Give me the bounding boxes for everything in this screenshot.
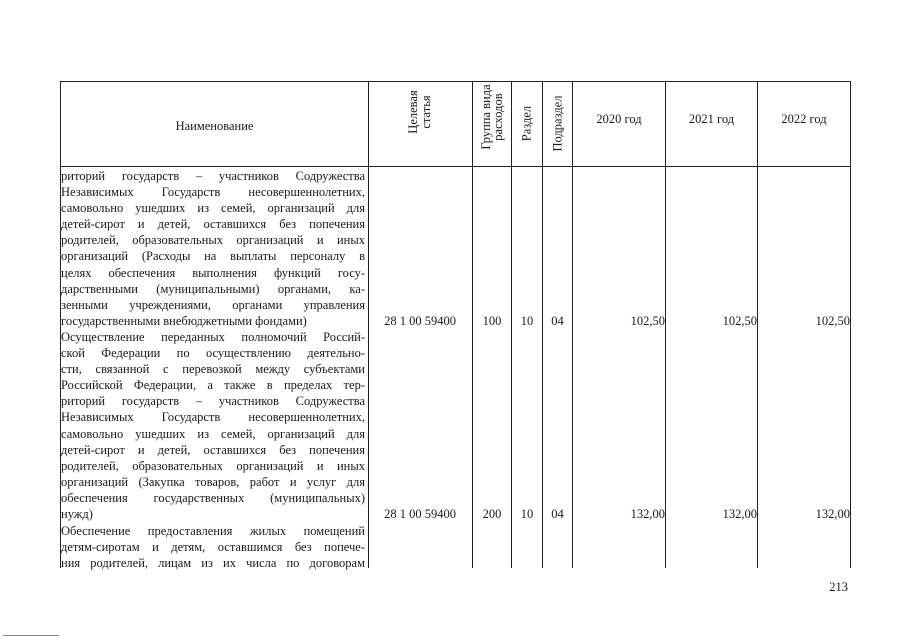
row-1-subsection: 04: [551, 314, 564, 328]
header-2022: 2022 год: [781, 112, 827, 126]
row-2-line: сти, связанной с перевозкой между субъектами: [61, 362, 365, 377]
row-2-target-article: 28 1 00 59400: [384, 507, 456, 521]
header-target-article: Целевая статья: [406, 90, 433, 134]
header-section: Раздел: [519, 105, 534, 142]
col-border-2020: [665, 81, 666, 568]
header-2020: 2020 год: [596, 112, 642, 126]
col-border-2021: [757, 81, 758, 568]
col-border-name: [368, 81, 369, 568]
row-1-section: 10: [520, 314, 534, 328]
row-2-subsection: 04: [551, 507, 564, 521]
row-1-line: родителей, образовательных организаций и иных: [61, 233, 365, 248]
row-3-line: детям-сиротам и детям, оставшимся без попече-: [61, 540, 365, 555]
header-2021: 2021 год: [688, 112, 735, 126]
table-top-border: [60, 81, 850, 82]
row-1-line: государственными внебюджетными фондами): [61, 313, 307, 328]
row-3-name: [61, 523, 365, 571]
row-2-line: Независимых Государств несовершеннолетних,: [61, 410, 365, 425]
row-1-line: детей-сирот и детей, оставшихся без попечения: [61, 217, 365, 232]
row-1-line: риторий государств – участников Содружества: [61, 169, 365, 183]
row-2-line: ской Федерации по осуществлению деятельно-: [61, 346, 365, 361]
row-2-line: нужд): [61, 507, 93, 522]
row-2-2022: 132,00: [815, 507, 850, 521]
row-1-line: зенными учреждениями, органами управления: [61, 297, 365, 312]
row-2-line: Осуществление переданных полномочий Россий-: [61, 330, 365, 344]
row-2-2021: 132,00: [722, 507, 757, 521]
row-1-line: самовольно ушедших из семей, организаций для: [61, 201, 365, 216]
scan-edge-mark: [3, 635, 59, 636]
row-1-line: Независимых Государств несовершеннолетних,: [61, 185, 365, 200]
row-2-line: детей-сирот и детей, оставшихся без попечения: [61, 442, 365, 457]
row-1-line: целях обеспечения выполнения функций госу-: [61, 265, 365, 280]
row-3-line: Обеспечение предоставления жилых помещений: [61, 524, 365, 538]
header-name: Наименование: [175, 119, 254, 133]
row-2-name: [61, 329, 365, 522]
col-border-subsection: [572, 81, 573, 568]
page-number: 213: [829, 580, 848, 594]
header-subsection: Подраздел: [550, 95, 565, 152]
row-2-expense-group: 200: [482, 507, 502, 521]
row-1-2021: 102,50: [722, 314, 757, 328]
row-2-line: организаций (Закупка товаров, работ и услуг для: [61, 474, 365, 489]
row-2-section: 10: [520, 507, 534, 521]
row-1-line: дарственными (муниципальными) органами, ка-: [61, 281, 365, 296]
row-1-2020: 102,50: [630, 314, 665, 328]
row-1-2022: 102,50: [815, 314, 850, 328]
row-2-line: родителей, образовательных организаций и иных: [61, 458, 365, 473]
row-3-line: ния родителей, лицам из их числа по договорам: [61, 556, 365, 571]
row-1-line: организаций (Расходы на выплаты персоналу в: [61, 249, 365, 264]
row-2-line: риторий государств – участников Содружества: [61, 394, 365, 409]
row-2-2020: 132,00: [630, 507, 665, 521]
row-2-line: самовольно ушедших из семей, организаций для: [61, 426, 365, 441]
row-1-target-article: 28 1 00 59400: [384, 314, 456, 328]
row-1-name: [61, 168, 365, 329]
row-2-line: обеспечения государственных (муниципальных): [61, 490, 365, 505]
row-1-expense-group: 100: [482, 314, 502, 328]
header-bottom-border: [60, 166, 850, 167]
row-2-line: Российской Федерации, а также в пределах тер-: [61, 378, 365, 393]
col-border-right: [850, 81, 851, 568]
header-expense-group: Группа вида расходов: [479, 84, 505, 150]
